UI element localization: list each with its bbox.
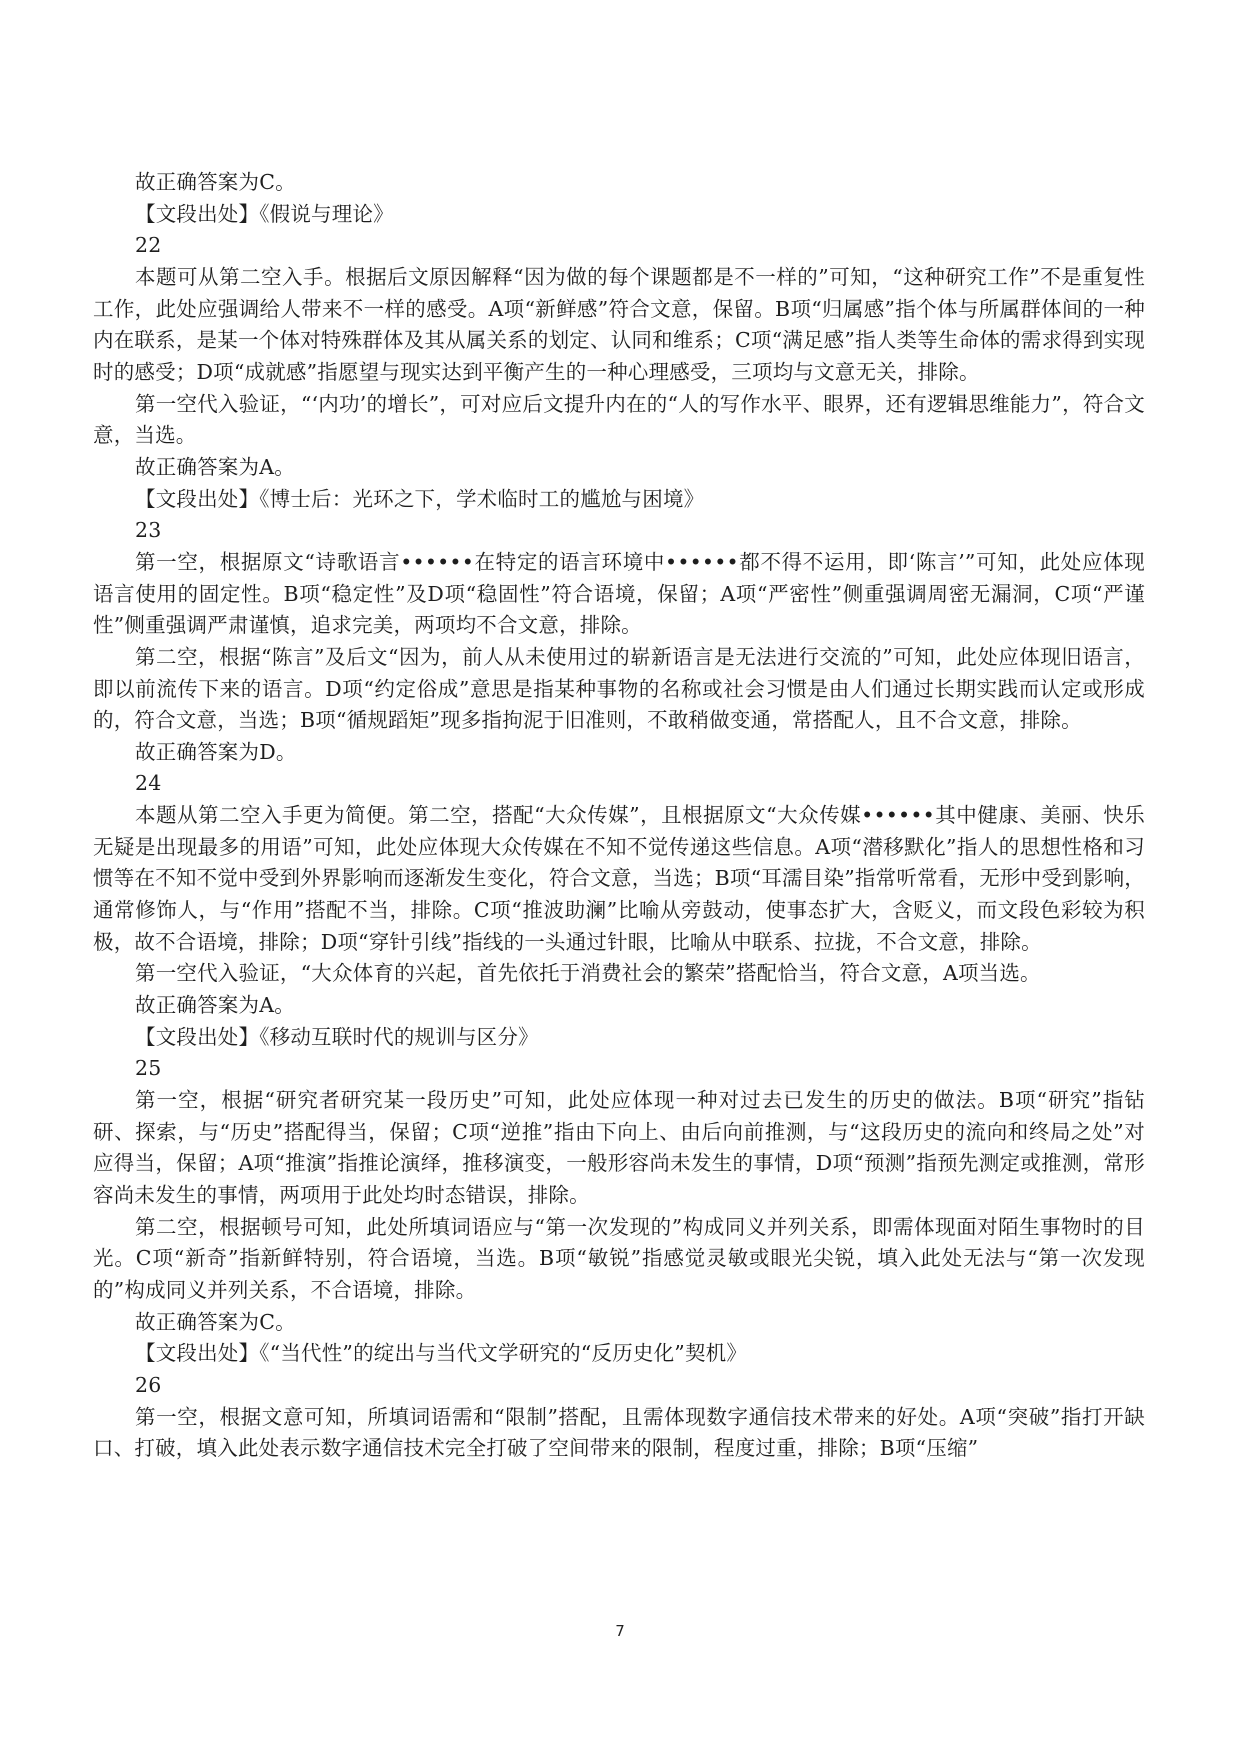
- explanation-paragraph: 本题可从第二空入手。根据后文原因解释“因为做的每个课题都是不一样的”可知，“这种研究工作”不是重复性工作，此处应强调给人带来不一样的感受。A项“新鲜感”符合文意，保留。B项“归属感”指个体与所属群体间的一种内在联系，是某一个体对特殊群体及其从属关系的划定、认同和维系；C项“满足感”指人类等生命体的需求得到实现时的感受；D项“成就感”指愿望与现实达到平衡产生的一种心理感受，三项均与文意无关，排除。: [93, 264, 1145, 384]
- source-line: 【文段出处】《假说与理论》: [135, 201, 394, 226]
- question-number: 25: [135, 1056, 162, 1081]
- explanation-paragraph: 第一空，根据“研究者研究某一段历史”可知，此处应体现一种对过去已发生的历史的做法。B项“研究”指钻研、探索，与“历史”搭配得当，保留；C项“逆推”指由下向上、由后向前推测，与“这段历史的流向和终局之处”对应得当，保留；A项“推演”指推论演绎，推移演变，一般形容尚未发生的事情，D项“预测”指预先测定或推测，常形容尚未发生的事情，两项用于此处均时态错误，排除。: [93, 1088, 1145, 1207]
- explanation-paragraph: 第一空代入验证，“‘内功’的增长”，可对应后文提升内在的“人的写作水平、眼界，还有逻辑思维能力”，符合文意，当选。: [93, 391, 1145, 448]
- page-number: 7: [615, 1622, 625, 1640]
- source-line: 【文段出处】《“当代性”的绽出与当代文学研究的“反历史化”契机》: [135, 1341, 748, 1366]
- answer-line: 故正确答案为D。: [135, 739, 297, 764]
- explanation-paragraph: 第一空，根据原文“诗歌语言••••••在特定的语言环境中••••••都不得不运用，即‘陈言’”可知，此处应体现语言使用的固定性。B项“稳定性”及D项“稳固性”符合语境，保留；A项“严密性”侧重强调周密无漏洞，C项“严谨性”侧重强调严肃谨慎，追求完美，两项均不合文意，排除。: [93, 549, 1145, 638]
- source-line: 【文段出处】《博士后：光环之下，学术临时工的尴尬与困境》: [135, 486, 705, 511]
- answer-line: 故正确答案为A。: [135, 454, 295, 479]
- source-line: 【文段出处】《移动互联时代的规训与区分》: [135, 1024, 539, 1049]
- answer-line: 故正确答案为C。: [135, 170, 296, 194]
- answer-line: 故正确答案为A。: [135, 993, 295, 1018]
- answer-line: 故正确答案为C。: [135, 1309, 296, 1334]
- question-number: 24: [135, 771, 162, 796]
- question-number: 26: [135, 1372, 162, 1397]
- explanation-paragraph: 第一空代入验证，“大众体育的兴起，首先依托于消费社会的繁荣”搭配恰当，符合文意，A项当选。: [135, 961, 1041, 986]
- explanation-paragraph: 第一空，根据文意可知，所填词语需和“限制”搭配，且需体现数字通信技术带来的好处。A项“突破”指打开缺口、打破，填入此处表示数字通信技术完全打破了空间带来的限制，程度过重，排除；B项“压缩”: [93, 1404, 1145, 1461]
- document-page: [93, 167, 1145, 1465]
- explanation-paragraph: 本题从第二空入手更为简便。第二空，搭配“大众传媒”，且根据原文“大众传媒••••••其中健康、美丽、快乐无疑是出现最多的用语”可知，此处应体现大众传媒在不知不觉传递这些信息。A项“潜移默化”指人的思想性格和习惯等在不知不觉中受到外界影响而逐渐发生变化，符合文意，当选；B项“耳濡目染”指常听常看，无形中受到影响，通常修饰人，与“作用”搭配不当，排除。C项“推波助澜”比喻从旁鼓动，使事态扩大，含贬义，而文段色彩较为积极，故不合语境，排除；D项“穿针引线”指线的一头通过针眼，比喻从中联系、拉拢，不合文意，排除。: [93, 803, 1145, 954]
- explanation-paragraph: 第二空，根据顿号可知，此处所填词语应与“第一次发现的”构成同义并列关系，即需体现面对陌生事物时的目光。C项“新奇”指新鲜特别，符合语境，当选。B项“敏锐”指感觉灵敏或眼光尖锐，填入此处无法与“第一次发现的”构成同义并列关系，不合语境，排除。: [93, 1214, 1145, 1302]
- question-number: 22: [135, 233, 162, 258]
- explanation-paragraph: 第二空，根据“陈言”及后文“因为，前人从未使用过的崭新语言是无法进行交流的”可知，此处应体现旧语言，即以前流传下来的语言。D项“约定俗成”意思是指某种事物的名称或社会习惯是由人们通过长期实践而认定或形成的，符合文意，当选；B项“循规蹈矩”现多指拘泥于旧准则，不敢稍做变通，常搭配人，且不合文意，排除。: [93, 644, 1145, 733]
- question-number: 23: [135, 518, 162, 543]
